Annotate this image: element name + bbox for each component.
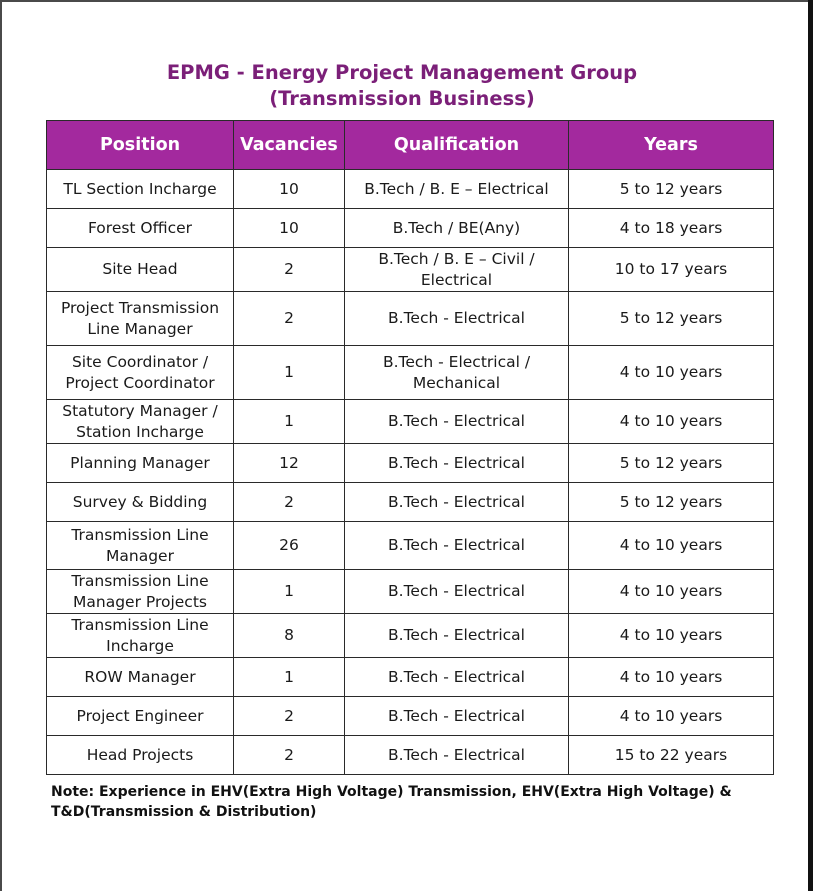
table-header-row: [47, 121, 774, 170]
vacancies-table: [46, 120, 774, 775]
cell-vacancies: 12: [234, 444, 345, 483]
cell-qualification: B.Tech - Electrical: [345, 522, 569, 570]
cell-vacancies: 1: [234, 346, 345, 400]
table-row: [47, 170, 774, 209]
table-row: [47, 400, 774, 444]
cell-vacancies: 2: [234, 248, 345, 292]
cell-vacancies: 26: [234, 522, 345, 570]
cell-years: 5 to 12 years: [569, 170, 774, 209]
table-row: [47, 697, 774, 736]
cell-position: Statutory Manager / Station Incharge: [47, 400, 234, 444]
cell-qualification: B.Tech / B. E – Electrical: [345, 170, 569, 209]
cell-qualification: B.Tech - Electrical: [345, 658, 569, 697]
header-vacancies: Vacancies: [234, 121, 345, 170]
title-line-1: EPMG - Energy Project Management Group: [166, 61, 638, 84]
cell-years: 10 to 17 years: [569, 248, 774, 292]
cell-position: ROW Manager: [47, 658, 234, 697]
table-row: [47, 346, 774, 400]
cell-qualification: B.Tech - Electrical: [345, 400, 569, 444]
cell-position: Transmission Line Manager Projects: [47, 570, 234, 614]
cell-position: Project Transmission Line Manager: [47, 292, 234, 346]
header-qualification: Qualification: [345, 121, 569, 170]
page-border-right: [808, 0, 813, 891]
cell-years: 4 to 18 years: [569, 209, 774, 248]
table-row: [47, 444, 774, 483]
cell-years: 4 to 10 years: [569, 570, 774, 614]
cell-position: Transmission Line Manager: [47, 522, 234, 570]
cell-years: 4 to 10 years: [569, 614, 774, 658]
footnote: Note: Experience in EHV(Extra High Voltage) Transmission, EHV(Extra High Voltage) & T&D(Transmission & Distribution): [51, 784, 732, 820]
cell-vacancies: 2: [234, 483, 345, 522]
header-position: Position: [47, 121, 234, 170]
cell-vacancies: 2: [234, 292, 345, 346]
cell-vacancies: 1: [234, 400, 345, 444]
table-row: [47, 736, 774, 775]
cell-position: Planning Manager: [47, 444, 234, 483]
cell-qualification: B.Tech - Electrical: [345, 736, 569, 775]
cell-qualification: B.Tech / B. E – Civil / Electrical: [345, 248, 569, 292]
cell-position: TL Section Incharge: [47, 170, 234, 209]
cell-position: Forest Officer: [47, 209, 234, 248]
table-row: [47, 292, 774, 346]
cell-years: 4 to 10 years: [569, 400, 774, 444]
cell-position: Site Head: [47, 248, 234, 292]
cell-position: Transmission Line Incharge: [47, 614, 234, 658]
document-title: [0, 60, 804, 112]
cell-position: Project Engineer: [47, 697, 234, 736]
title-line-2: (Transmission Business): [269, 87, 535, 110]
cell-position: Survey & Bidding: [47, 483, 234, 522]
cell-vacancies: 8: [234, 614, 345, 658]
table-row: [47, 522, 774, 570]
table-row: [47, 248, 774, 292]
table-row: [47, 209, 774, 248]
cell-years: 5 to 12 years: [569, 483, 774, 522]
page-border-top: [0, 0, 813, 2]
cell-years: 5 to 12 years: [569, 444, 774, 483]
cell-qualification: B.Tech - Electrical: [345, 697, 569, 736]
cell-vacancies: 2: [234, 736, 345, 775]
cell-vacancies: 10: [234, 170, 345, 209]
cell-years: 4 to 10 years: [569, 658, 774, 697]
cell-years: 4 to 10 years: [569, 346, 774, 400]
page-border-left: [0, 0, 2, 891]
table-row: [47, 658, 774, 697]
cell-qualification: B.Tech - Electrical: [345, 614, 569, 658]
cell-years: 5 to 12 years: [569, 292, 774, 346]
header-years: Years: [569, 121, 774, 170]
cell-qualification: B.Tech - Electrical: [345, 483, 569, 522]
table-row: [47, 483, 774, 522]
cell-years: 4 to 10 years: [569, 522, 774, 570]
cell-vacancies: 1: [234, 570, 345, 614]
cell-vacancies: 10: [234, 209, 345, 248]
cell-vacancies: 2: [234, 697, 345, 736]
table-row: [47, 570, 774, 614]
cell-years: 4 to 10 years: [569, 697, 774, 736]
cell-vacancies: 1: [234, 658, 345, 697]
cell-position: Head Projects: [47, 736, 234, 775]
cell-years: 15 to 22 years: [569, 736, 774, 775]
cell-qualification: B.Tech - Electrical: [345, 570, 569, 614]
cell-position: Site Coordinator / Project Coordinator: [47, 346, 234, 400]
cell-qualification: B.Tech - Electrical: [345, 444, 569, 483]
cell-qualification: B.Tech - Electrical / Mechanical: [345, 346, 569, 400]
cell-qualification: B.Tech / BE(Any): [345, 209, 569, 248]
cell-qualification: B.Tech - Electrical: [345, 292, 569, 346]
table-row: [47, 614, 774, 658]
